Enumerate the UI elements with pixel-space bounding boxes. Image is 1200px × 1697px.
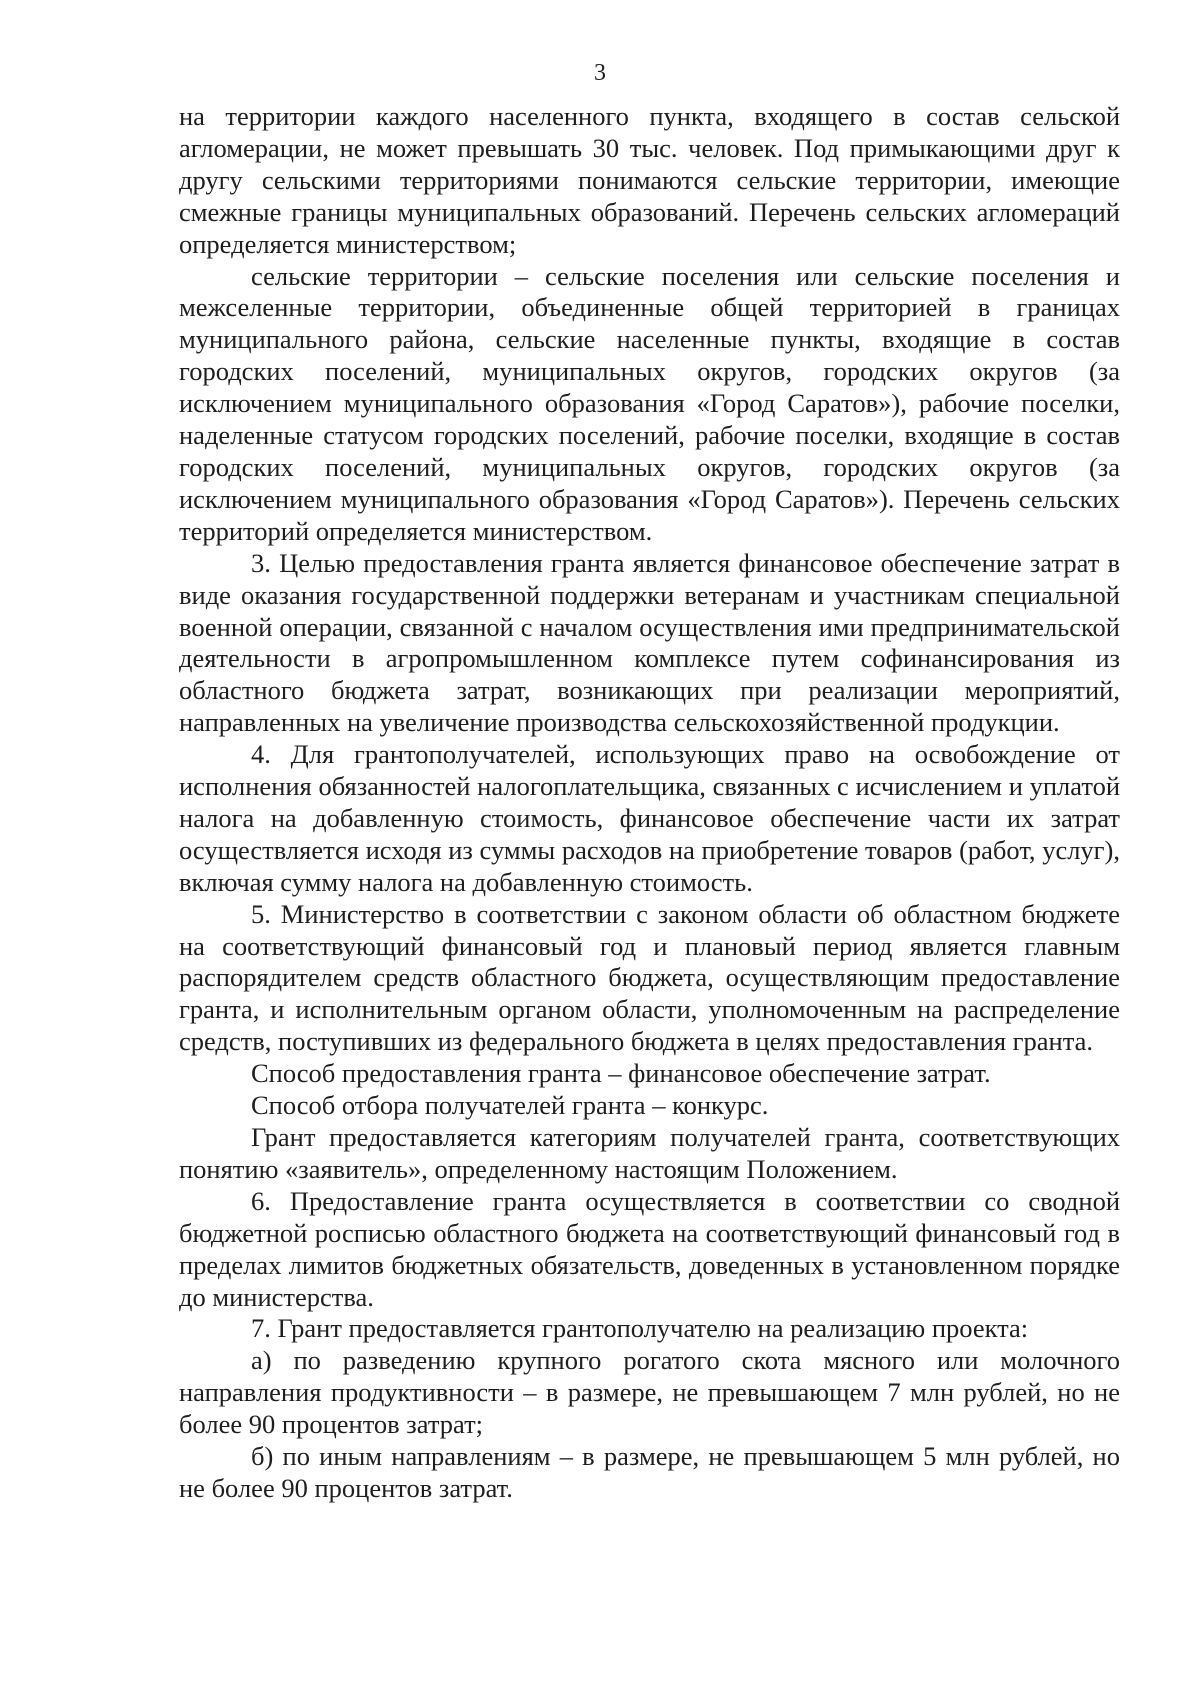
paragraph-5-ministry: 5. Министерство в соответствии с законом области об областном бюджете на соответствующий финансовый год и плановый период является главным распорядителем средств областного бюджета, осуществляющим предоставление гранта, и исполнительным органом области, уполномоченным на распределение средств, поступивших из федерального бюджета в целях предоставления гранта.: [179, 898, 1120, 1057]
paragraph-7b-other: б) по иным направлениям – в размере, не превышающем 5 млн рублей, но не более 90 процентов затрат.: [179, 1441, 1120, 1503]
paragraph-4-vat: 4. Для грантополучателей, использующих право на освобождение от исполнения обязанностей налогоплательщика, связанных с исчислением и уплатой налога на добавленную стоимость, финансовое обеспечение части их затрат осуществляется исходя из суммы расходов на приобретение товаров (работ, услуг), включая сумму налога на добавленную стоимость.: [179, 739, 1120, 897]
paragraph-grant-categories: Грант предоставляется категориям получателей гранта, соответствующих понятию «заявитель», определенному настоящим Положением.: [179, 1122, 1120, 1184]
paragraph-3-grant-purpose: 3. Целью предоставления гранта является финансовое обеспечение затрат в виде оказания государственной поддержки ветеранам и участникам специальной военной операции, связанной с началом осуществления ими предпринимательской деятельности в агропромышленном комплексе путем софинансирования из областного бюджета затрат, возникающих при реализации мероприятий, направленных на увеличение производства сельскохозяйственной продукции.: [179, 547, 1120, 738]
paragraph-7a-cattle: а) по разведению крупного рогатого скота мясного или молочного направления продуктивности – в размере, не превышающем 7 млн рублей, но не более 90 процентов затрат;: [179, 1345, 1120, 1440]
paragraph-6-budget: 6. Предоставление гранта осуществляется в соответствии со сводной бюджетной росписью областного бюджета на соответствующий финансовый год в пределах лимитов бюджетных обязательств, доведенных в установленном порядке до министерства.: [179, 1185, 1120, 1312]
page-number: 3: [594, 60, 606, 86]
document-body: [179, 101, 1120, 1505]
paragraph-7-grant-projects: 7. Грант предоставляется грантополучателю на реализацию проекта:: [251, 1313, 1029, 1344]
paragraph-continuation: на территории каждого населенного пункта, входящего в состав сельской агломерации, не может превышать 30 тыс. человек. Под примыкающими друг к другу сельскими территориями понимаются сельские территории, имеющие смежные границы муниципальных образований. Перечень сельских агломераций определяется министерством;: [179, 101, 1120, 259]
paragraph-grant-method: Способ предоставления гранта – финансовое обеспечение затрат.: [251, 1058, 991, 1089]
paragraph-selection-method: Способ отбора получателей гранта – конкурс.: [251, 1090, 769, 1121]
paragraph-rural-territories: сельские территории – сельские поселения или сельские поселения и межселенные территории, объединенные общей территорией в границах муниципального района, сельские населенные пункты, входящие в состав городских поселений, муниципальных округов, городских округов (за исключением муниципального образования «Город Саратов»), рабочие поселки, наделенные статусом городских поселений, рабочие поселки, входящие в состав городских поселений, муниципальных округов, городских округов (за исключением муниципального образования «Город Саратов»). Перечень сельских территорий определяется министерством.: [179, 260, 1120, 546]
